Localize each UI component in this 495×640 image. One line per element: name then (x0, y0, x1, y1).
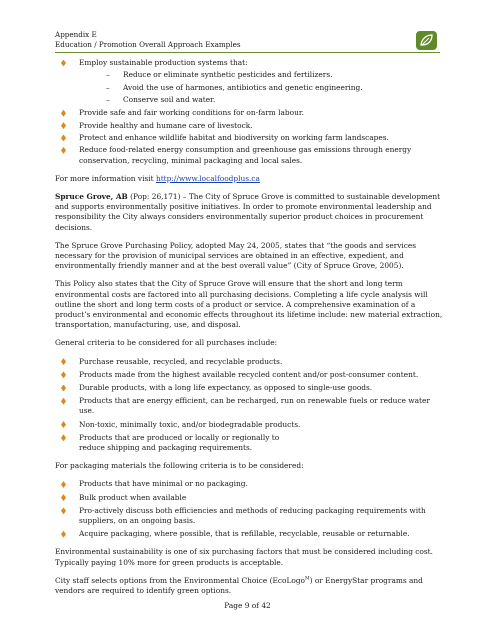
spruce-grove-text: (Pop: 26,171) – The City of Spruce Grove is committed to sustainable development and supports environmentally positive initiatives. In order to promote environmental leadership and responsibility the City always considers environmentally superior product choices in procurement decisions. (55, 191, 441, 232)
list-item (55, 108, 447, 118)
list-item-text: Products that are energy efficient, can be recharged, run on renewable fuels or reduce water use. (79, 396, 430, 416)
sub-list-item (79, 83, 447, 93)
list-item-text: Pro-actively discuss both efficiencies and methods of reducing packaging requirements with suppliers, on an ongoing basis. (79, 505, 426, 526)
ecologo-mark: M (305, 576, 310, 582)
localfoodplus-link[interactable]: http://www.localfoodplus.ca (155, 173, 260, 183)
staff-text-after: ) or EnergyStar programs and vendors are required to identify green options. (55, 575, 423, 596)
list-item-text: Reduce food-related energy consumption and greenhouse gas emissions through energy conservation, recycling, minimal packaging and local sales. (79, 145, 412, 165)
list-item-text: Employ sustainable production systems that: (79, 58, 248, 67)
list-item-text: Non-toxic, minimally toxic, and/or biodegradable products. (79, 419, 301, 429)
list-item-text: Bulk product when available (79, 492, 187, 502)
list-item (55, 529, 447, 539)
spruce-grove-paragraph (55, 192, 447, 233)
page-number: Page 9 of 42 (224, 601, 271, 610)
list-item (55, 493, 447, 503)
list-item-text: Provide safe and fair working conditions for on-farm labour. (79, 108, 304, 118)
criteria-intro: General criteria to be considered for all purchases include: (55, 338, 278, 348)
dash-icon: – (106, 94, 110, 104)
diamond-bullet-icon (61, 134, 66, 141)
dash-icon: – (106, 70, 110, 80)
leaf-logo-icon (416, 31, 437, 50)
header-appendix: Appendix E (55, 30, 97, 39)
list-item (55, 370, 447, 380)
packaging-list (55, 479, 447, 539)
staff-paragraph (55, 576, 447, 596)
list-item (55, 133, 447, 143)
diamond-bullet-icon (61, 358, 66, 365)
sub-list-item (79, 95, 447, 105)
sub-list-item-text: Avoid the use of harmones, antibiotics and genetic engineering. (123, 82, 363, 92)
diamond-bullet-icon (61, 147, 66, 154)
sustainability-paragraph: Environmental sustainability is one of six purchasing factors that must be considered including cost. Typically paying 10% more for green products is acceptable. (55, 547, 433, 567)
sub-list-item (79, 70, 447, 80)
production-list (55, 58, 447, 166)
diamond-bullet-icon (61, 494, 66, 501)
diamond-bullet-icon (61, 398, 66, 405)
list-item-text: Purchase reusable, recycled, and recyclable products. (79, 356, 283, 366)
header-subtitle: Education / Promotion Overall Approach Examples (55, 39, 241, 49)
dash-icon: – (106, 82, 110, 92)
sub-list (79, 70, 447, 105)
header-divider (55, 52, 440, 53)
list-item-text: Durable products, with a long life expectancy, as opposed to single-use goods. (79, 383, 373, 393)
list-item-text: Acquire packaging, where possible, that is refillable, recyclable, reusable or returnable. (79, 529, 410, 539)
list-item-text: Provide healthy and humane care of livestock. (79, 120, 253, 130)
diamond-bullet-icon (61, 110, 66, 117)
sub-list-item-text: Reduce or eliminate synthetic pesticides and fertilizers. (123, 70, 333, 80)
page-header (55, 30, 440, 49)
list-item (55, 357, 447, 367)
costs-paragraph: This Policy also states that the City of Spruce Grove will ensure that the short and long term environmental costs are factored into all purchasing decisions. Completing a life cycle analysis will outline the short and long term costs of a product or service. A comprehensive examination of a product’s environmental and economic effects throughout its lifetime include: new material extraction, transportation, manufacturing, use, and disposal. (55, 279, 443, 330)
more-info-paragraph (55, 174, 447, 184)
criteria-list (55, 357, 447, 454)
list-item-text: Products that are produced or locally or regionally to reduce shipping and packaging requirements. (79, 432, 280, 453)
sub-list-item-text: Conserve soil and water. (123, 94, 216, 104)
more-info-text: For more information visit (55, 173, 156, 183)
list-item (55, 121, 447, 131)
policy-paragraph: The Spruce Grove Purchasing Policy, adopted May 24, 2005, states that “the goods and services necessary for the provision of municipal services are obtained in an effective, expedient, and environmentally friendly manner and at the best overall value” (City of Spruce Grove, 2005). (55, 240, 417, 271)
diamond-bullet-icon (61, 531, 66, 538)
list-item (55, 433, 447, 453)
list-item-text: Products made from the highest available recycled content and/or post-consumer content. (79, 369, 419, 379)
list-item (55, 58, 447, 105)
list-item (55, 383, 447, 393)
list-item (55, 506, 447, 526)
list-item (55, 145, 447, 165)
staff-text-before: City staff selects options from the Environmental Choice (EcoLogo (55, 575, 305, 585)
diamond-bullet-icon (61, 507, 66, 514)
diamond-bullet-icon (61, 421, 66, 428)
diamond-bullet-icon (61, 434, 66, 441)
diamond-bullet-icon (61, 371, 66, 378)
diamond-bullet-icon (61, 60, 66, 67)
list-item-text: Products that have minimal or no packaging. (79, 479, 248, 489)
list-item (55, 420, 447, 430)
list-item (55, 396, 447, 416)
packaging-intro: For packaging materials the following criteria is to be considered: (55, 461, 304, 471)
diamond-bullet-icon (61, 122, 66, 129)
page-content (55, 58, 447, 596)
list-item (55, 479, 447, 489)
spruce-grove-heading: Spruce Grove, AB (55, 191, 128, 201)
list-item-text: Protect and enhance wildlife habitat and biodiversity on working farm landscapes. (79, 132, 389, 142)
diamond-bullet-icon (61, 385, 66, 392)
diamond-bullet-icon (61, 481, 66, 488)
